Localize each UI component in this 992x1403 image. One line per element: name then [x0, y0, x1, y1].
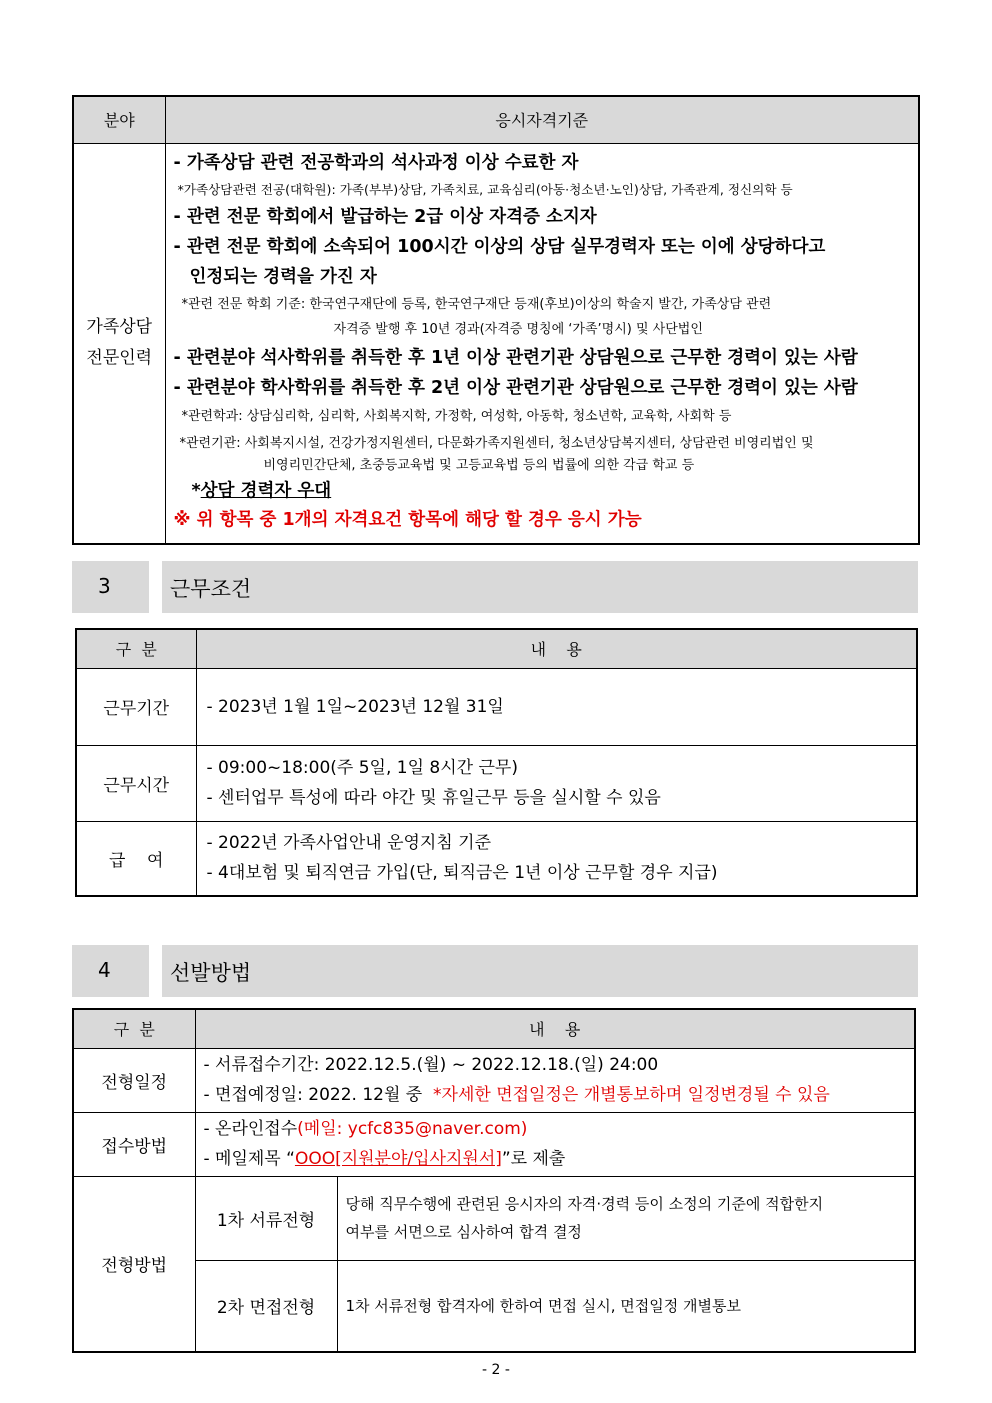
section3-number: 3: [98, 574, 111, 598]
preference-text: 상담 경력자 우대: [200, 480, 332, 501]
preference-star: *: [191, 480, 201, 501]
apply-line2: [204, 1144, 915, 1174]
section4-title-box: [162, 945, 918, 997]
header-content: 내 용: [196, 629, 917, 668]
notice-line: ※ 위 항목 중 1개의 자격요건 항목에 해당 할 경우 응시 가능: [173, 509, 642, 530]
content-line: - 센터업무 특성에 따라 야간 및 휴일근무 등을 실시할 수 있음: [206, 788, 661, 808]
schedule-note: *자세한 면접일정은 개별통보하며 일정변경될 수 있음: [433, 1085, 830, 1105]
stage2-text: 1차 서류전형 합격자에 한하여 면접 실시, 면접일정 개별통보: [345, 1296, 741, 1315]
content-line: - 4대보험 및 퇴직연금 가입(단, 퇴직금은 1년 이상 근무할 경우 지급): [206, 863, 718, 884]
apply-email: (메일: ycfc835@naver.com): [297, 1119, 528, 1139]
work-conditions-table: [75, 628, 918, 897]
content-line: - 09:00~18:00(주 5일, 1일 8시간 근무): [206, 758, 518, 778]
section3-title: 근무조건: [170, 577, 252, 601]
criteria-note: *관련학과: 상담심리학, 심리학, 사회복지학, 가정학, 여성학, 아동학, 청소년학, 교육학, 사회학 등: [181, 408, 732, 424]
criteria-note: *관련기관: 사회복지시설, 건강가정지원센터, 다문화가족지원센터, 청소년상담복지센터, 상담관련 비영리법인 및: [179, 435, 814, 451]
header-content: 내 용: [195, 1009, 915, 1048]
header-category: 구 분: [73, 1009, 195, 1048]
selection-table: [72, 1008, 916, 1353]
field-label-line2: 전문인력: [86, 348, 153, 369]
header-criteria: 응시자격기준: [165, 96, 919, 143]
stage1-line2: 여부를 서면으로 심사하여 합격 결정: [345, 1223, 582, 1241]
content-line: - 2023년 1월 1일~2023년 12월 31일: [206, 696, 504, 717]
criteria-line: - 관련 전문 학회에 소속되어 100시간 이상의 상담 실무경력자 또는 이에 상당하다고: [173, 236, 826, 257]
schedule-content: [195, 1048, 915, 1112]
criteria-note: *관련 전문 학회 기준: 한국연구재단에 등록, 한국연구재단 등재(후보)이상의 학술지 발간, 가족상담 관련: [181, 296, 772, 312]
qualification-table: [72, 95, 920, 545]
criteria-line: - 관련분야 석사학위를 취득한 후 1년 이상 관련기관 상담원으로 근무한 경력이 있는 사람: [173, 347, 858, 368]
section4-number-box: [72, 945, 149, 997]
apply-line1: [204, 1114, 915, 1144]
content-line: - 2022년 가족사업안내 운영지침 기준: [206, 833, 491, 854]
header-field: 분야: [73, 96, 165, 143]
section3-number-box: [72, 561, 149, 613]
stage2-label: 2차 면접전형: [195, 1260, 337, 1352]
criteria-line: 인정되는 경력을 가진 자: [189, 266, 377, 287]
row-label: 근무시간: [76, 745, 196, 821]
method-label: 전형방법: [73, 1176, 195, 1352]
criteria-line: - 관련분야 학사학위를 취득한 후 2년 이상 관련기관 상담원으로 근무한 경력이 있는 사람: [173, 377, 858, 398]
stage2-content: [337, 1260, 915, 1352]
interview-date: - 면접예정일: 2022. 12월 중: [203, 1085, 423, 1105]
row-content: [196, 821, 917, 896]
field-label-line1: 가족상담: [86, 317, 153, 338]
section4-title: 선발방법: [170, 961, 252, 985]
criteria-line: - 관련 전문 학회에서 발급하는 2급 이상 자격증 소지자: [173, 206, 597, 227]
apply-online: - 온라인접수: [203, 1119, 298, 1139]
section3-title-box: [162, 561, 918, 613]
schedule-line2: [204, 1080, 915, 1110]
page-number: - 2 -: [482, 1362, 510, 1378]
stage1-content: [337, 1176, 915, 1260]
criteria-note: *가족상담관련 전공(대학원): 가족(부부)상담, 가족치료, 교육심리(아동·청소년·노인)상담, 가족관계, 정신의학 등: [177, 181, 793, 197]
schedule-line1: - 서류접수기간: 2022.12.5.(월) ~ 2022.12.18.(일) 24:00: [203, 1055, 659, 1075]
row-content: [196, 745, 917, 821]
criteria-cell: [165, 143, 919, 544]
stage1-line1: 당해 직무수행에 관련된 응시자의 자격·경력 등이 소정의 기준에 적합한지: [345, 1195, 824, 1213]
field-label: [73, 143, 165, 544]
preference-line: [174, 476, 913, 506]
schedule-label: 전형일정: [73, 1048, 195, 1112]
apply-label: 접수방법: [73, 1112, 195, 1176]
row-label: 근무기간: [76, 668, 196, 745]
apply-subject: OOO[지원분야/입사지원서]: [294, 1149, 502, 1169]
row-label: 급 여: [76, 821, 196, 896]
apply-content: [195, 1112, 915, 1176]
apply-subject-pre: - 메일제목 “: [203, 1149, 295, 1169]
stage1-label: 1차 서류전형: [195, 1176, 337, 1260]
criteria-note: 자격증 발행 후 10년 경과(자격증 명칭에 ‘가족’명시) 및 사단법인: [333, 321, 703, 337]
apply-subject-post: ”로 제출: [501, 1149, 566, 1169]
criteria-note: 비영리민간단체, 초중등교육법 및 고등교육법 등의 법률에 의한 각급 학교 등: [263, 457, 695, 473]
criteria-line: - 가족상담 관련 전공학과의 석사과정 이상 수료한 자: [173, 152, 579, 173]
row-content: [196, 668, 917, 745]
header-category: 구 분: [76, 629, 196, 668]
section4-number: 4: [98, 958, 111, 982]
